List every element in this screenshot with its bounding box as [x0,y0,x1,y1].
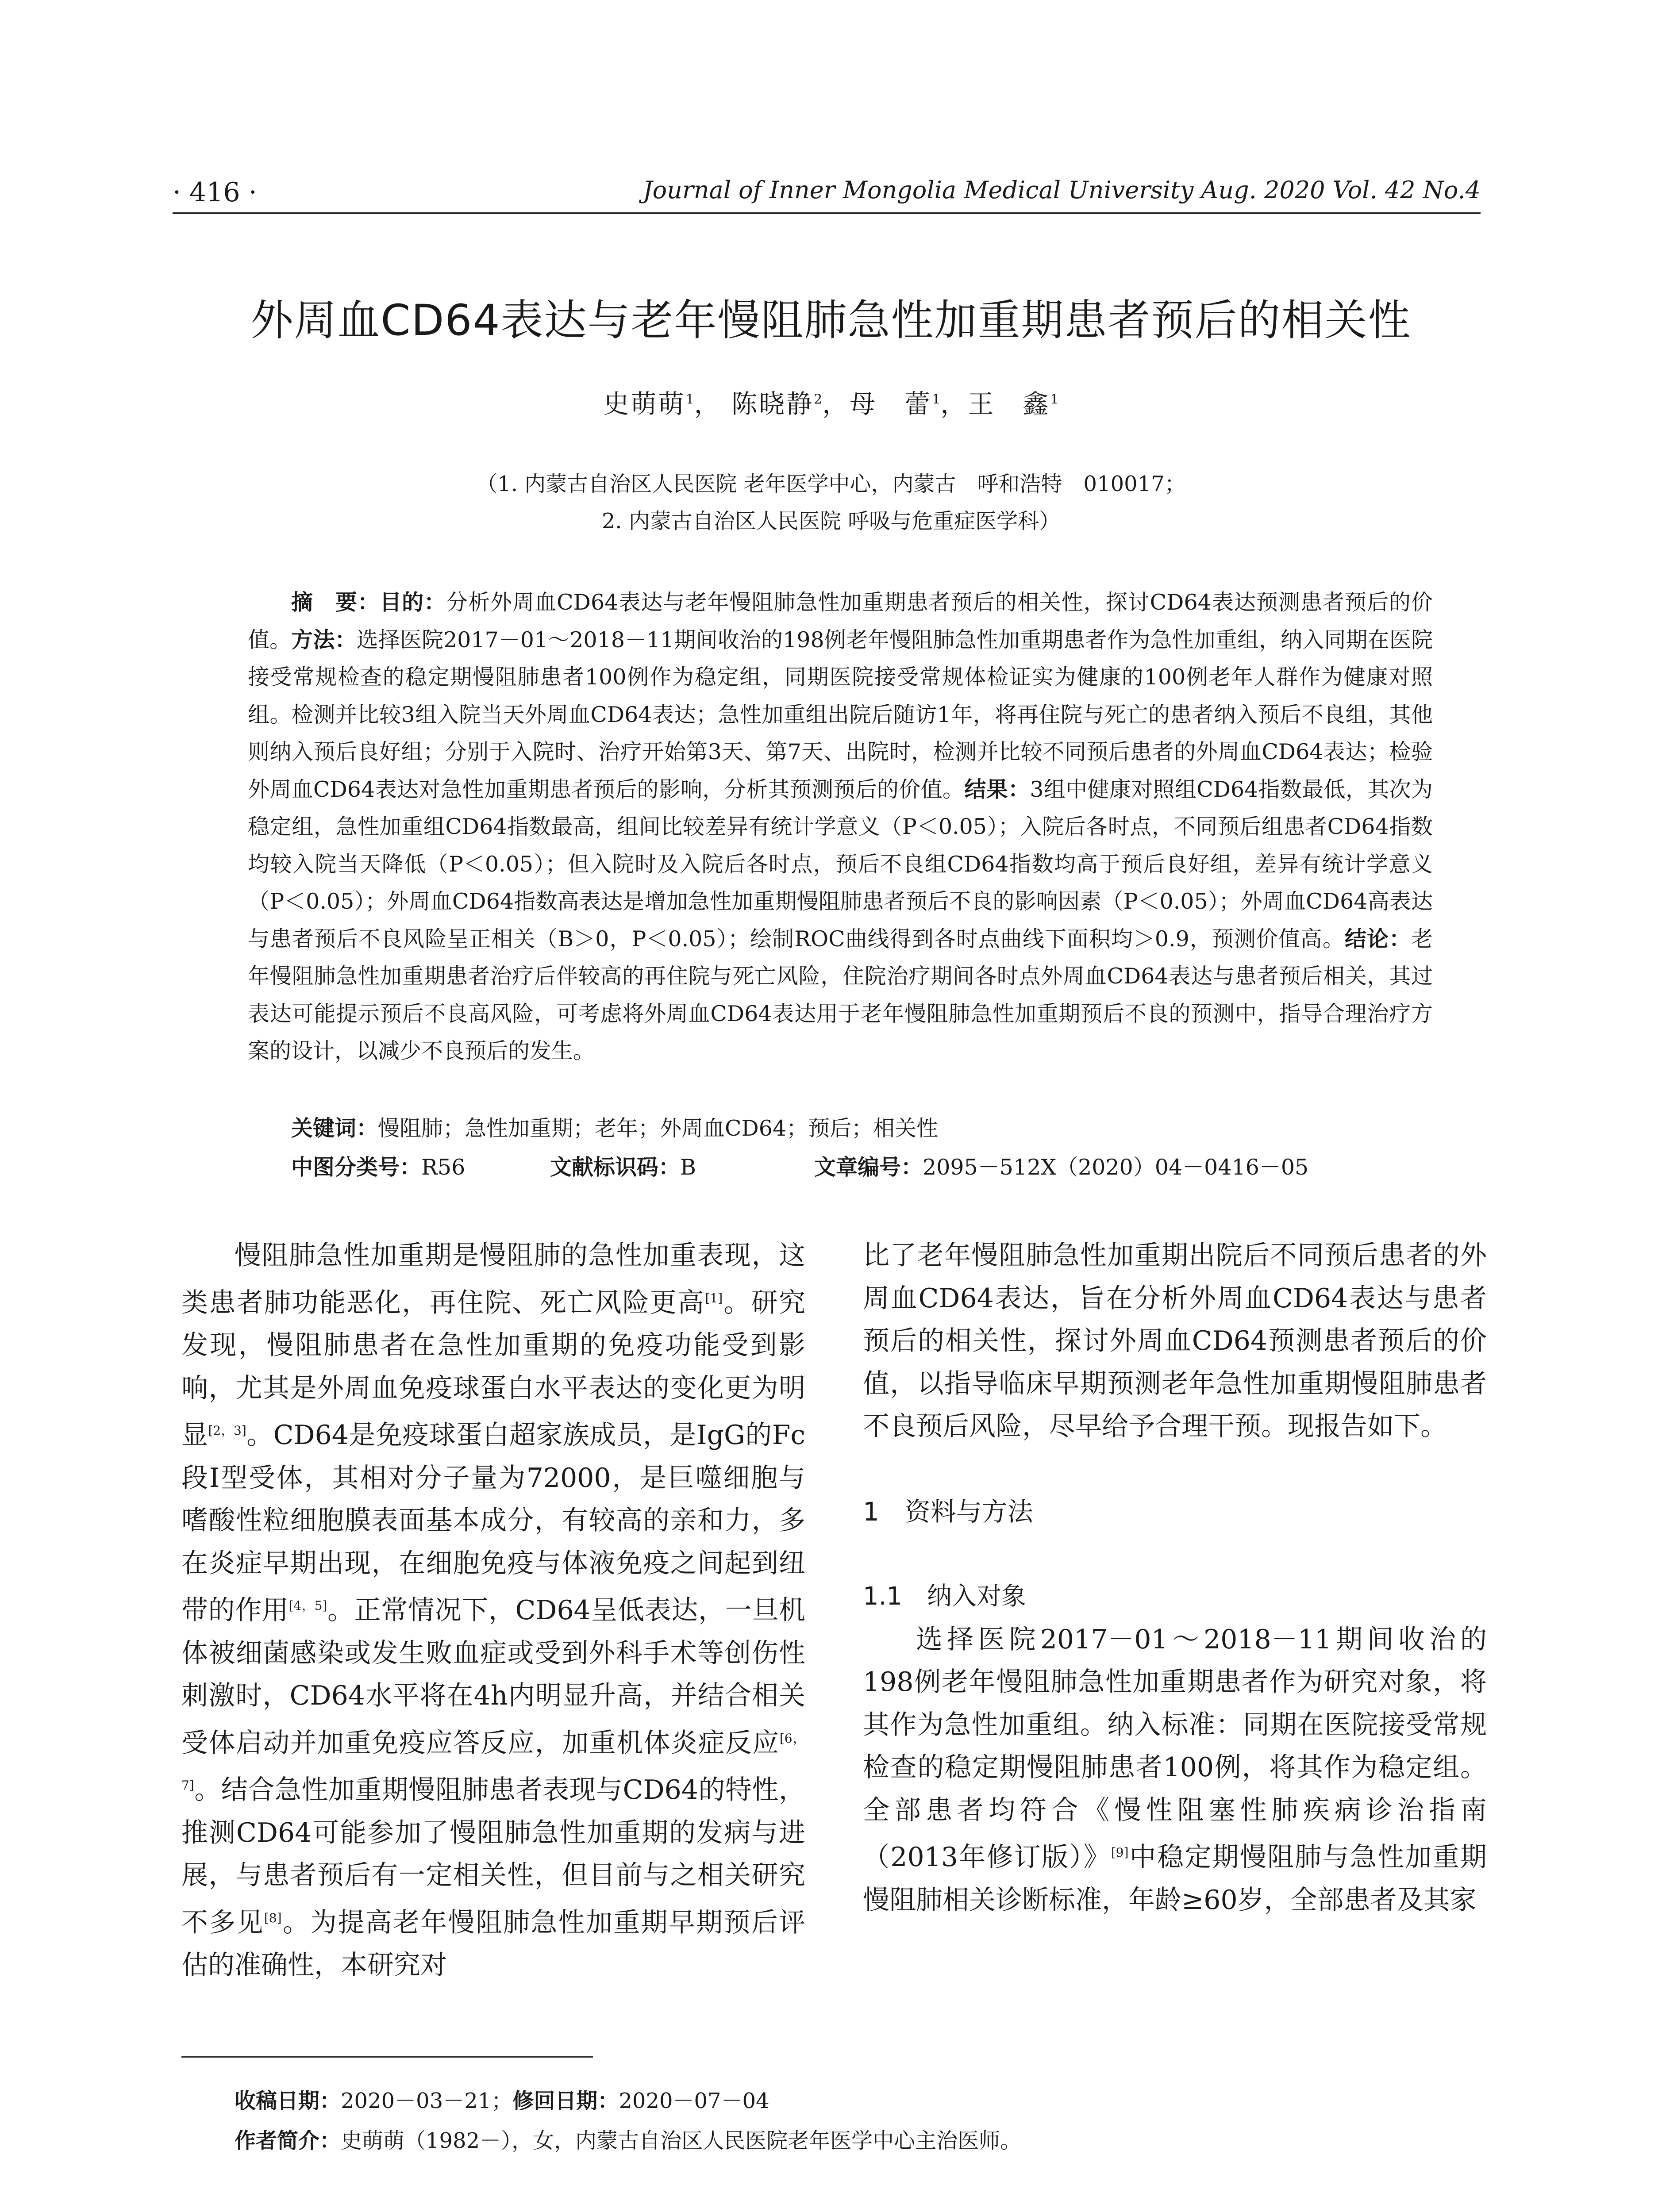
author-affiliation-mark: 1 [685,392,694,407]
author-list: 史萌萌$^1$， 陈晓静$^2$，母 蕾$^1$，王 鑫$^1$ [603,389,1059,419]
citation: [1] [705,1290,723,1306]
doc-value: B [680,1155,696,1180]
author-affiliation-mark: 1 [1050,392,1059,407]
article-number [814,1150,1308,1181]
affiliation-line: 2. 内蒙古自治区人民医院 呼吸与危重症医学科） [601,509,1061,534]
keywords-value: 慢阻肺；急性加重期；老年；外周血CD64；预后；相关性 [378,1116,939,1141]
intro-text: 。研究发现，慢阻肺患者在急性加重期的免疫功能受到影响，尤其是外周血免疫球蛋白水平表达的变化更为明显 [181,1287,806,1451]
article-title: 外周血CD64表达与老年慢阻肺急性加重期患者预后的相关性 [250,296,1412,345]
author-affiliation-mark: 1 [932,392,941,407]
keywords-label: 关键词： [291,1116,378,1141]
author-name: 王 鑫 [968,389,1050,419]
author-bio-label: 作者简介： [235,2128,341,2153]
page-number: · 416 · [173,177,257,208]
author-name: 史萌萌 [603,389,686,419]
citation: [6，7] [181,1731,805,1793]
section-heading: 1 资料与方法 [863,1496,1033,1527]
intro-text: 。结合急性加重期慢阻肺患者表现与CD64的特性，推测CD64可能参加了慢阻肺急性加重期的发病与进展，与患者预后有一定相关性，但目前与之相关研究不多见 [181,1774,805,1938]
body-column-right [863,1234,1487,1921]
abstract-label: 摘 要： [291,590,380,615]
author-name: 陈晓静 [731,389,814,419]
received-date: 2020－03－21； [341,2089,513,2113]
subsection-heading: 1.1 纳入对象 [863,1582,1027,1611]
revised-date: 2020－07－04 [619,2089,769,2113]
objective-label: 目的： [380,590,446,615]
clc-value: R56 [421,1155,466,1180]
citation: [2，3] [208,1423,246,1438]
methods-paragraph [863,1618,1487,1922]
header-rule [173,212,1481,214]
results-text: 3组中健康对照组CD64指数最低，其次为稳定组，急性加重组CD64指数最高，组间比较差异有统计学意义（P＜0.05）；入院后各时点，不同预后组患者CD64指数均较入院当天降低（P＜0.05）；但入院时及入院后各时点，预后不良组CD64指数均高于预后良好组，差异有统计学意义（P＜0.05）；外周血CD64指数高表达是增加急性加重期慢阻肺患者预后不良的影响因素（P＜0.05）；外周血CD64高表达与患者预后不良风险呈正相关（B＞0，P＜0.05）；绘制ROC曲线得到各时点曲线下面积均＞0.9，预测价值高。 [248,776,1433,952]
journal-header: Journal of Inner Mongolia Medical University Aug. 2020 Vol. 42 No.4 [643,176,1481,204]
citation: [4，5] [289,1598,327,1613]
abstract [248,584,1433,1070]
footnote-author [235,2124,1021,2154]
doc-label: 文献标识码： [550,1155,681,1180]
intro-paragraph [181,1234,805,1987]
results-label: 结果： [964,776,1030,802]
intro-text: 。正常情况下，CD64呈低表达，一旦机体被细菌感染或发生败血症或受到外科手术等创伤性刺激时，CD64水平将在4h内明显升高，并结合相关受体启动并加重免疫应答反应，加重机体炎症反应 [181,1595,805,1759]
methods-text: 选择医院2017－01～2018－11期间收治的198例老年慢阻肺急性加重期患者作为研究对象，将其作为急性加重组。纳入标准：同期在医院接受常规检查的稳定期慢阻肺患者100例，将其作为稳定组。全部患者均符合《慢性阻塞性肺疾病诊治指南（2013年修订版）》 [863,1624,1487,1873]
methods-text: 选择医院2017－01～2018－11期间收治的198例老年慢阻肺急性加重期患者作为急性加重组，纳入同期在医院接受常规检查的稳定期慢阻肺患者100例作为稳定组，同期医院接受常规体检证实为健康的100例老年人群作为健康对照组。检测并比较3组入院当天外周血CD64表达；急性加重组出院后随访1年，将再住院与死亡的患者纳入预后不良组，其他则纳入预后良好组；分别于入院时、治疗开始第3天、第7天、出院时，检测并比较不同预后患者的外周血CD64表达；检验外周血CD64表达对急性加重期患者预后的影响，分析其预测预后的价值。 [248,627,1433,802]
revised-label: 修回日期： [512,2089,619,2113]
body-column-left [181,1234,805,1987]
conclusion-label: 结论： [1344,926,1411,952]
objective-text: 分析外周血CD64表达与老年慢阻肺急性加重期患者预后的相关性，探讨CD64表达预测患者预后的价值。 [248,590,1433,653]
author-name: 母 蕾 [850,389,932,419]
keywords [291,1111,938,1142]
footnote-dates [235,2084,769,2114]
intro-paragraph-continued [863,1234,1487,1448]
footnote-rule [181,2056,593,2058]
intro-text: 比了老年慢阻肺急性加重期出院后不同预后患者的外周血CD64表达，旨在分析外周血CD64表达与患者预后的相关性，探讨外周血CD64预测患者预后的价值，以指导临床早期预测老年急性加重期慢阻肺患者不良预后风险，尽早给予合理干预。现报告如下。 [863,1240,1487,1442]
affiliation-line: （1. 内蒙古自治区人民医院 老年医学中心，内蒙古 呼和浩特 010017； [476,472,1186,496]
intro-text: 慢阻肺急性加重期是慢阻肺的急性加重表现，这类患者肺功能恶化，再住院、死亡风险更高 [181,1240,805,1318]
clc-label: 中图分类号： [291,1155,422,1180]
document-code [550,1150,696,1181]
intro-text: 。CD64是免疫球蛋白超家族成员，是IgG的Fc段Ⅰ型受体，其相对分子量为72000，是巨噬细胞与嗜酸性粒细胞膜表面基本成分，有较高的亲和力，多在炎症早期出现，在细胞免疫与体液免疫之间起到纽带的作用 [181,1420,806,1626]
author-affiliation-mark: 2 [814,392,823,407]
methods-text: 中稳定期慢阻肺与急性加重期慢阻肺相关诊断标准，年龄≥60岁，全部患者及其家 [863,1842,1487,1916]
article-label: 文章编号： [814,1155,923,1180]
citation: [9] [1111,1845,1129,1860]
methods-label: 方法： [291,627,357,653]
conclusion-text: 老年慢阻肺急性加重期患者治疗后伴较高的再住院与死亡风险，住院治疗期间各时点外周血CD64表达与患者预后相关，其过表达可能提示预后不良高风险，可考虑将外周血CD64表达用于老年慢阻肺急性加重期预后不良的预测中，指导合理治疗方案的设计，以减少不良预后的发生。 [248,926,1433,1064]
received-label: 收稿日期： [235,2089,341,2113]
citation: [8] [264,1910,282,1925]
intro-text: 。为提高老年慢阻肺急性加重期早期预后评估的准确性，本研究对 [181,1907,806,1981]
clc-code [291,1150,465,1181]
author-bio: 史萌萌（1982－），女，内蒙古自治区人民医院老年医学中心主治医师。 [341,2128,1022,2153]
article-value: 2095－512X（2020）04－0416－05 [923,1155,1309,1180]
